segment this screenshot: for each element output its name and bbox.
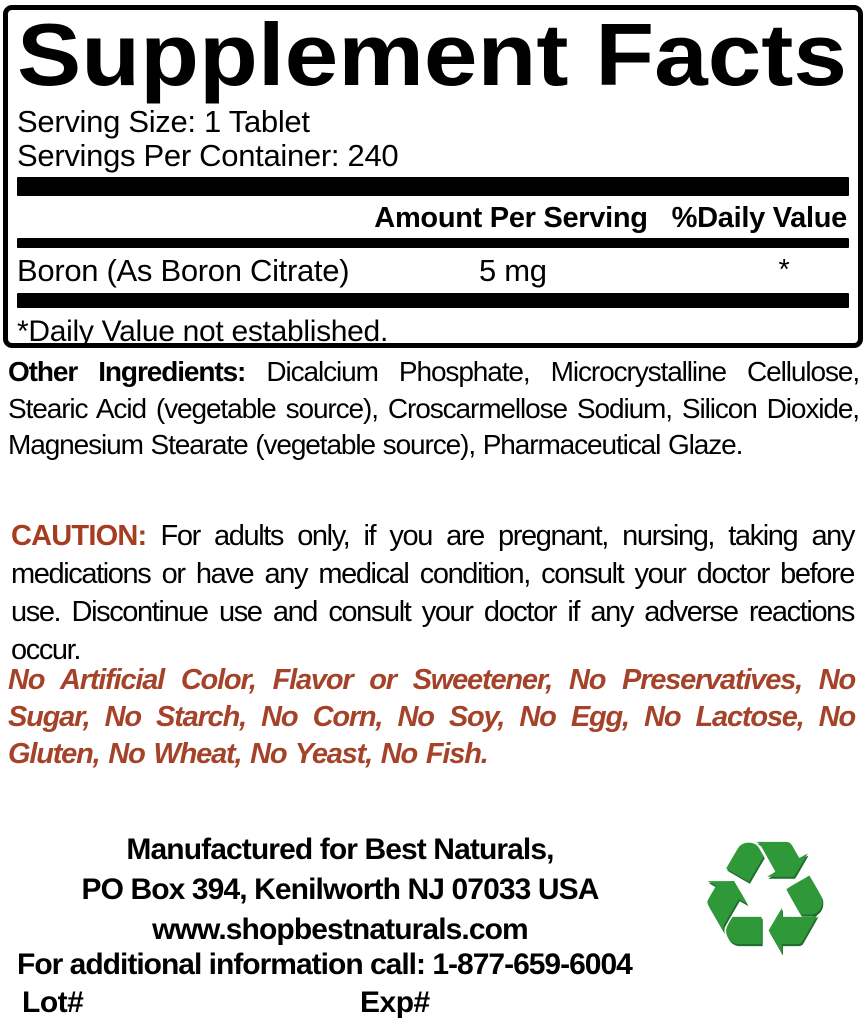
caution-paragraph [11,517,854,669]
other-ingredients-paragraph [8,354,859,464]
nutrient-amount: 5 mg [479,252,547,288]
info-phone-line: For additional information call: 1-877-659-6004 [17,948,632,981]
column-daily-value: %Daily Value [671,202,847,234]
panel-title: Supplement Facts [17,5,848,104]
daily-value-footnote: *Daily Value not established. [17,315,388,348]
caution-label: CAUTION: [11,520,147,552]
website-line: www.shopbestnaturals.com [152,913,528,946]
nutrient-daily-value: * [778,254,790,286]
address-line: PO Box 394, Kenilworth NJ 07033 USA [81,873,599,906]
serving-size: Serving Size: 1 Tablet [17,104,310,139]
manufactured-for-line: Manufactured for Best Naturals, [126,833,554,866]
lot-number-label: Lot# [22,986,84,1019]
no-additives-claims: No Artificial Color, Flavor or Sweetener, No Preservatives, No Sugar, No Starch, No Corn, No Soy, No Egg, No Lactose, No Gluten, No Wheat, No Yeast, No Fish. [8,664,855,770]
recycle-icon: ♻ [694,807,836,991]
column-amount-per-serving: Amount Per Serving [374,202,648,234]
nutrient-name: Boron (As Boron Citrate) [17,252,350,288]
caution-text: For adults only, if you are pregnant, nursing, taking any medications or have any medical condition, consult your doctor before use. Discontinue use and consult your doctor if any adverse reactions occur. [11,520,854,666]
servings-per-container: Servings Per Container: 240 [17,138,399,173]
supplement-facts-title-graphic [17,5,849,105]
exp-date-label: Exp# [360,986,430,1019]
manufacturer-block [0,830,680,950]
divider-bar-medium [17,293,849,308]
supplement-facts-panel [3,5,863,348]
divider-bar-thin [17,238,849,248]
facts-header-row [17,196,849,238]
nutrient-row [17,248,849,293]
other-ingredients-label: Other Ingredients: [8,356,246,387]
divider-bar-thick [17,177,849,196]
other-ingredients-text: Dicalcium Phosphate, Microcrystalline Cellulose, Stearic Acid (vegetable source), Croscarmellose Sodium, Silicon Dioxide, Magnesium Stearate (vegetable source), Pharmaceutical Glaze. [8,356,859,460]
lot-exp-row [22,986,430,1020]
